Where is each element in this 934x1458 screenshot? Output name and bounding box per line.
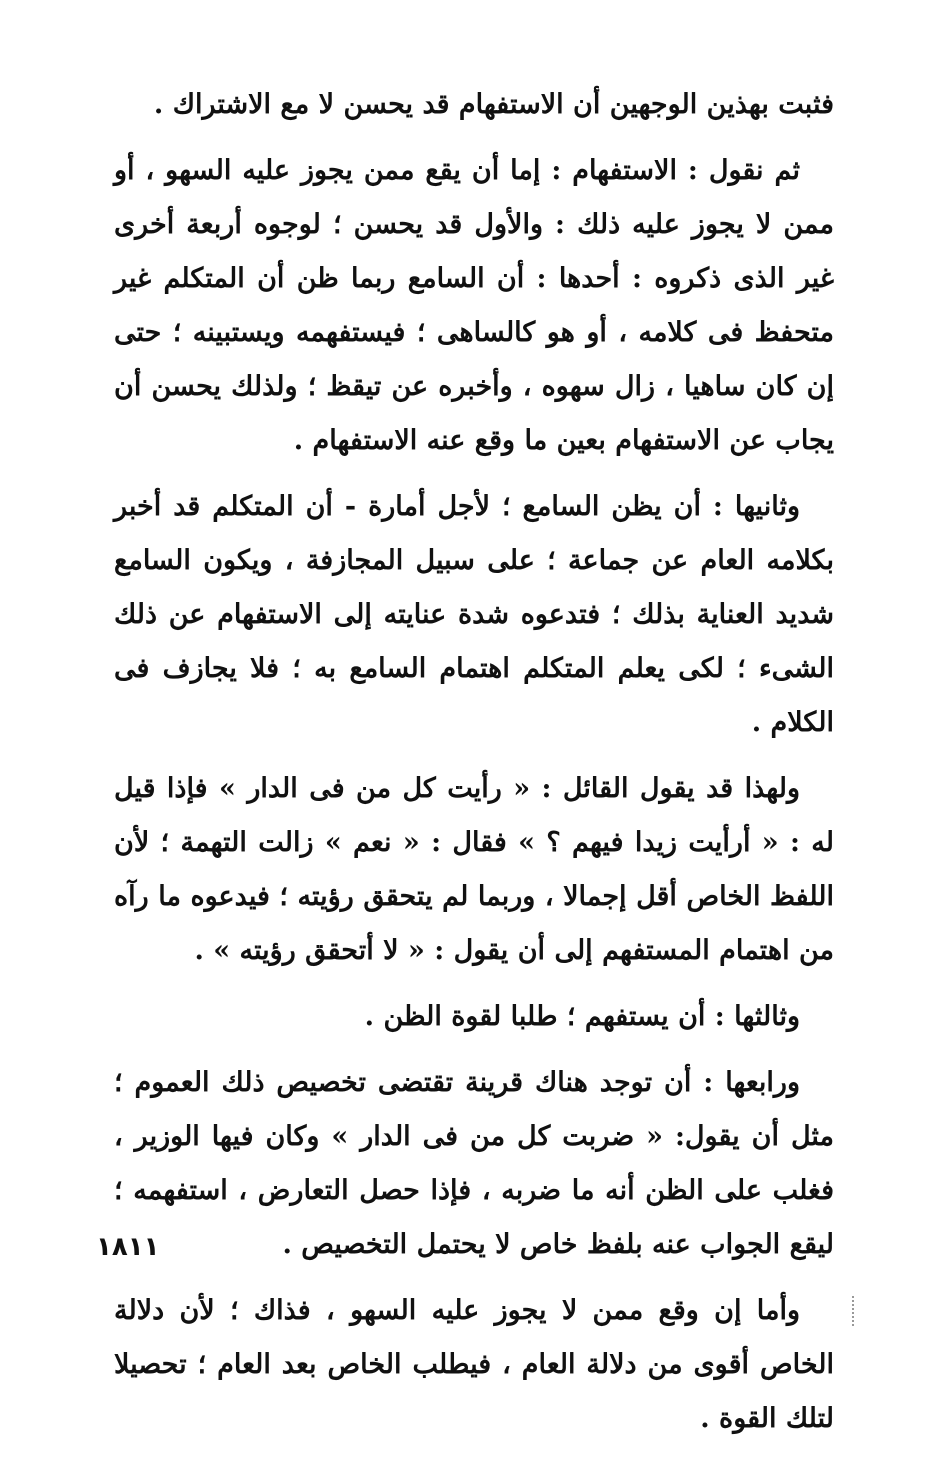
page-number: ١٨١١: [96, 1232, 160, 1262]
paragraph-7: وأما إن وقع ممن لا يجوز عليه السهو ، فذاك ؛ لأن دلالة الخاص أقوى من دلالة العام ، فيطلب الخاص بعد العام ؛ تحصيلا لتلك القوة .: [114, 1295, 834, 1434]
paragraph-2: ثم نقول : الاستفهام : إما أن يقع ممن يجوز عليه السهو ، أو ممن لا يجوز عليه ذلك : والأول قد يحسن ؛ لوجوه أربعة أخرى غير الذى ذكروه : أحدها : أن السامع ربما ظن أن المتكلم غير متحفظ فى كلامه ، أو هو كالساهى ؛ فيستفهمه ويستبينه ؛ حتى إن كان ساهيا ، زال سهوه ، وأخبره عن تيقظ ؛ ولذلك يحسن أن يجاب عن الاستفهام بعين ما وقع عنه الاستفهام .: [114, 155, 834, 456]
body-text: [114, 78, 834, 1458]
paragraph-3: وثانيها : أن يظن السامع ؛ لأجل أمارة - أن المتكلم قد أخبر بكلامه العام عن جماعة ؛ على سبيل المجازفة ، ويكون السامع شديد العناية بذلك ؛ فتدعوه شدة عنايته إلى الاستفهام عن ذلك الشىء ؛ لكى يعلم المتكلم اهتمام السامع به ؛ فلا يجازف فى الكلام .: [114, 491, 834, 738]
paragraph-1: فثبت بهذين الوجهين أن الاستفهام قد يحسن لا مع الاشتراك .: [153, 89, 834, 120]
paragraph-6: ورابعها : أن توجد هناك قرينة تقتضى تخصيص ذلك العموم ؛ مثل أن يقول: « ضربت كل من فى الدار » وكان فيها الوزير ، فغلب على الظن أنه ما ضربه ، فإذا حصل التعارض ، استفهمه ؛ ليقع الجواب عنه بلفظ خاص لا يحتمل التخصيص .: [114, 1067, 834, 1260]
paragraph-4: ولهذا قد يقول القائل : « رأيت كل من فى الدار » فإذا قيل له : « أرأيت زيدا فيهم ؟ » فقال : « نعم » زالت التهمة ؛ لأن اللفظ الخاص أقل إجمالا ، وربما لم يتحقق رؤيته ؛ فيدعوه ما رآه من اهتمام المستفهم إلى أن يقول : « لا أتحقق رؤيته » .: [114, 773, 834, 966]
paragraph-5: وثالثها : أن يستفهم ؛ طلبا لقوة الظن .: [364, 1001, 800, 1032]
scan-edge-mark: [852, 1296, 856, 1326]
